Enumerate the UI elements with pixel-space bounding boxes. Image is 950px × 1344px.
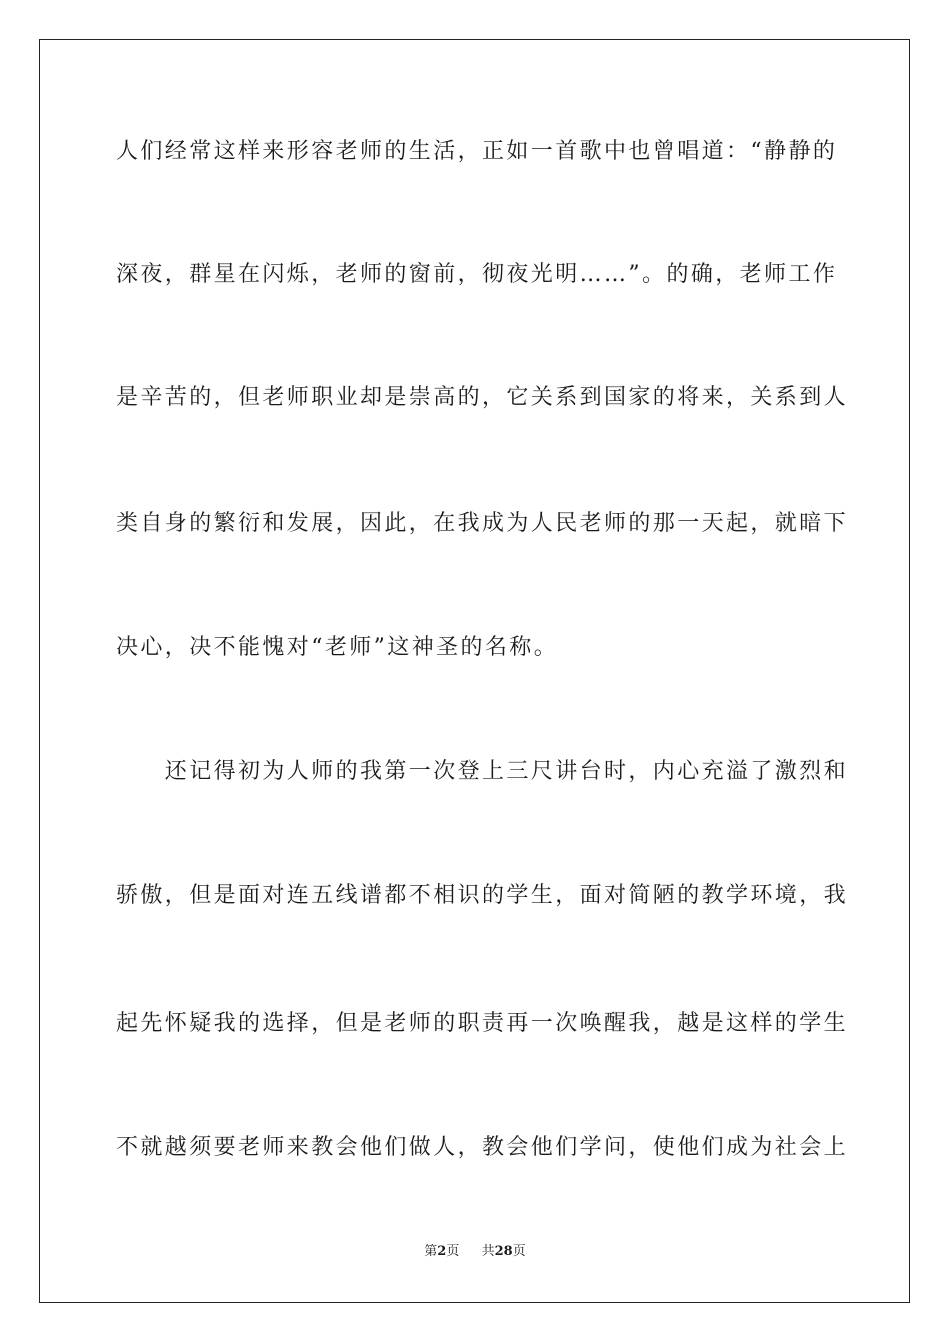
text-line-1: 人们经常这样来形容老师的生活，正如一首歌中也曾唱道：“静静的: [116, 139, 838, 164]
total-pages-number: 28: [494, 1244, 513, 1259]
text-line-9: 不就越须要老师来教会他们做人，教会他们学问，使他们成为社会上: [116, 1135, 849, 1160]
page-border: [39, 39, 910, 1303]
page-suffix: 页: [446, 1244, 460, 1259]
text-line-3: 是辛苦的，但老师职业却是崇高的，它关系到国家的将来，关系到人: [116, 385, 849, 410]
text-line-4: 类自身的繁衍和发展，因此，在我成为人民老师的那一天起，就暗下: [116, 511, 849, 536]
text-line-7: 骄傲，但是面对连五线谱都不相识的学生，面对简陋的教学环境，我: [116, 883, 849, 908]
text-line-2: 深夜，群星在闪烁，老师的窗前，彻夜光明……”。的确，老师工作: [116, 262, 838, 287]
text-line-5: 决心，决不能愧对“老师”这神圣的名称。: [116, 635, 559, 660]
page-footer: [0, 1244, 950, 1260]
total-prefix: 共: [481, 1244, 495, 1259]
total-suffix: 页: [512, 1244, 526, 1259]
total-pages-indicator: [482, 1244, 526, 1260]
page-number: 2: [437, 1244, 447, 1259]
page-prefix: 第: [424, 1244, 438, 1259]
page-indicator: [424, 1244, 459, 1260]
text-line-6: 还记得初为人师的我第一次登上三尺讲台时，内心充溢了激烈和: [116, 759, 849, 784]
text-line-8: 起先怀疑我的选择，但是老师的职责再一次唤醒我，越是这样的学生: [116, 1011, 849, 1036]
